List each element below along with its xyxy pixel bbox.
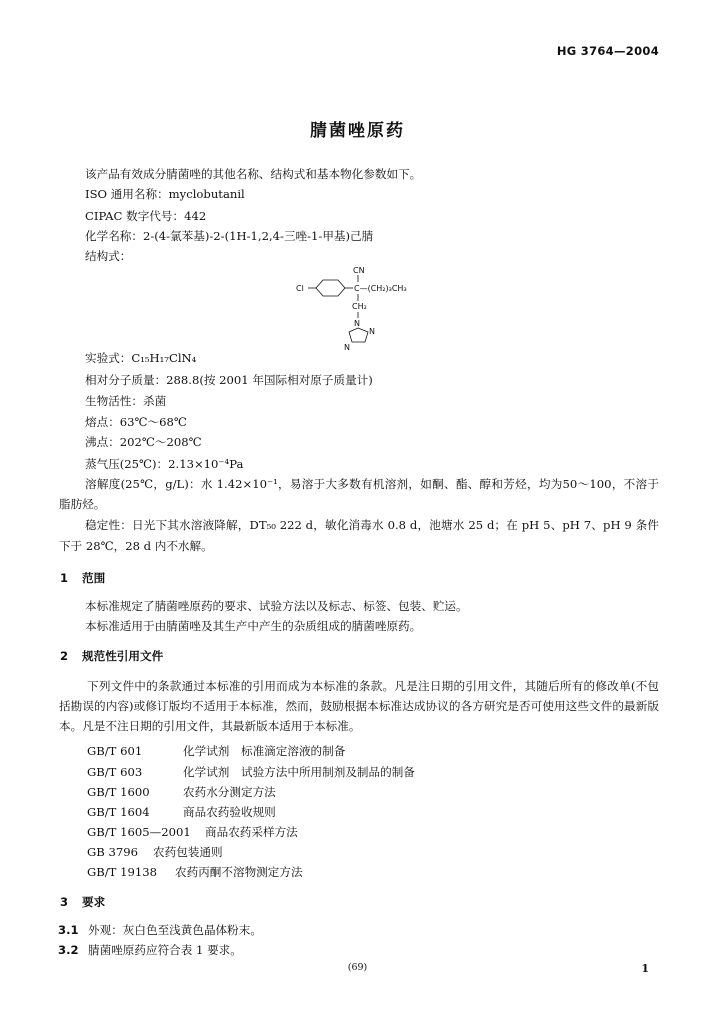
requirement-number: 3.1 (58, 923, 79, 937)
requirement-number: 3.2 (58, 943, 79, 957)
reference-code: GB/T 1600 (87, 785, 150, 799)
page-mark: (69) (347, 962, 368, 973)
boiling-point: 沸点：202℃～208℃ (85, 435, 202, 449)
requirement-item (58, 922, 262, 938)
section-2-title: 规范性引用文件 (82, 649, 164, 663)
reference-item (87, 764, 415, 780)
reference-code: GB/T 1605—2001 (87, 825, 191, 839)
structure-label: 结构式： (85, 249, 132, 263)
reference-item (87, 864, 303, 880)
structure-n1: N (354, 319, 360, 328)
empirical-formula: 实验式：C₁₅H₁₇ClN₄ (85, 351, 197, 365)
reference-title: 农药包装通则 (153, 845, 223, 859)
reference-title: 商品农药验收规则 (183, 805, 276, 819)
benzene-ring (316, 280, 345, 296)
structure-n2: N (369, 327, 375, 336)
solubility: 溶解度(25℃，g/L)：水 1.42×10⁻¹，易溶于大多数有机溶剂，如酮、酯、醇和芳烃，均为50～100，不溶于脂肪烃。 (59, 477, 659, 511)
requirement-item (58, 942, 242, 958)
requirement-text: 外观：灰白色至浅黄色晶体粉末。 (88, 923, 262, 937)
section-3-number: 3 (60, 895, 69, 909)
section-2-number: 2 (60, 649, 69, 663)
vapor-pressure: 蒸气压(25℃)：2.13×10⁻⁴Pa (85, 457, 244, 471)
biological-activity: 生物活性：杀菌 (85, 394, 167, 408)
references-paragraph: 下列文件中的条款通过本标准的引用而成为本标准的条款。凡是注日期的引用文件，其随后所有的修改单(不包括勘误的内容)或修订版均不适用于本标准，然而，鼓励根据本标准达成协议的各方研究是否可使用这些文件的最新版本。凡是不注日期的引用文件，其最新版本适用于本标准。 (59, 679, 659, 733)
reference-item (87, 824, 298, 840)
scope-paragraph-2: 本标准适用于由腈菌唑及其生产中产生的杂质组成的腈菌唑原药。 (85, 619, 422, 633)
cipac-code: CIPAC 数字代号：442 (85, 209, 207, 223)
reference-code: GB/T 603 (87, 765, 143, 779)
structure-cn: CN (353, 266, 365, 275)
reference-title: 化学试剂 试验方法中所用制剂及制品的制备 (183, 765, 415, 779)
scope-paragraph-1: 本标准规定了腈菌唑原药的要求、试验方法以及标志、标签、包装、贮运。 (85, 599, 468, 613)
requirement-text: 腈菌唑原药应符合表 1 要求。 (88, 943, 242, 957)
section-1-number: 1 (60, 571, 69, 585)
page-title: 腈菌唑原药 (310, 121, 405, 141)
reference-item (87, 804, 276, 820)
reference-title: 化学试剂 标准滴定溶液的制备 (183, 744, 346, 758)
reference-title: 农药丙酮不溶物测定方法 (175, 865, 303, 879)
reference-code: GB/T 19138 (87, 865, 157, 879)
reference-code: GB/T 1604 (87, 805, 150, 819)
reference-title: 农药水分测定方法 (183, 785, 276, 799)
structure-cl: Cl (296, 284, 304, 293)
molecular-weight: 相对分子质量：288.8(按 2001 年国际相对原子质量计) (85, 373, 373, 387)
intro-line: 该产品有效成分腈菌唑的其他名称、结构式和基本物化参数如下。 (85, 167, 422, 181)
reference-item (87, 743, 345, 759)
reference-item (87, 784, 276, 800)
reference-item (87, 844, 223, 860)
chemical-name: 化学名称：2-(4-氯苯基)-2-(1H-1,2,4-三唑-1-甲基)己腈 (85, 229, 374, 243)
standard-number: HG 3764—2004 (556, 44, 659, 58)
section-3-heading (60, 894, 105, 910)
section-3-title: 要求 (82, 895, 106, 909)
structure-n3: N (344, 343, 350, 352)
triazole-ring (349, 328, 368, 342)
section-2-heading (60, 648, 163, 664)
structure-ch2: CH₂ (352, 302, 367, 311)
structural-formula (290, 262, 440, 352)
reference-code: GB 3796 (87, 845, 138, 859)
reference-code: GB/T 601 (87, 744, 143, 758)
section-1-title: 范围 (82, 571, 106, 585)
section-1-heading (60, 570, 105, 586)
melting-point: 熔点：63℃～68℃ (85, 415, 187, 429)
stability: 稳定性：日光下其水溶液降解，DT₅₀ 222 d，敏化消毒水 0.8 d，池塘水 25 d；在 pH 5、pH 7、pH 9 条件下于 28℃，28 d 内不水解。 (59, 518, 659, 553)
structure-chain: C—(CH₂)₃CH₃ (354, 284, 407, 293)
page-number: 1 (641, 962, 649, 975)
reference-title: 商品农药采样方法 (205, 825, 298, 839)
iso-name: ISO 通用名称：myclobutanil (85, 187, 245, 201)
